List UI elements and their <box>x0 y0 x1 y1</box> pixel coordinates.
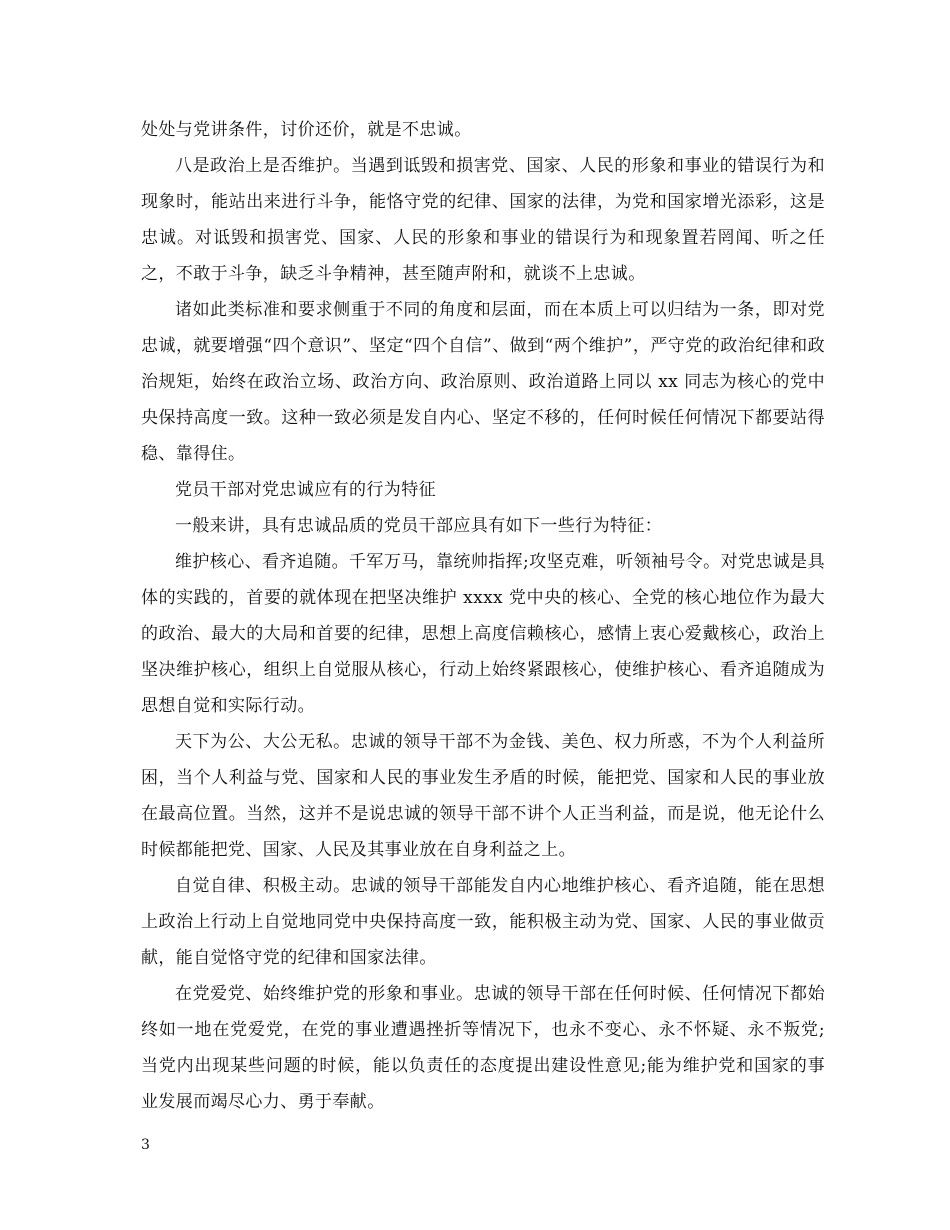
paragraph-continuation: 处处与党讲条件，讨价还价，就是不忠诚。 <box>141 120 472 140</box>
paragraph-trait-selfless: 天下为公、大公无私。忠诚的领导干部不为金钱、美色、权力所惑，不为个人利益所困，当个人利益与党、国家和人民的事业发生矛盾的时候，能把党、国家和人民的事业放在最高位置。当然，这并不是说忠诚的领导干部不讲个人正当利益，而是说，他无论什么时候都能把党、国家、人民及其事业放在自身利益之上。 <box>141 732 825 860</box>
section-heading: 党员干部对党忠诚应有的行为特征 <box>175 480 436 500</box>
paragraph-political-defense: 八是政治上是否维护。当遇到诋毁和损害党、国家、人民的形象和事业的错误行为和现象时，能站出来进行斗争，能恪守党的纪律、国家的法律，为党和国家增光添彩，这是忠诚。对诋毁和损害党、国家、人民的形象和事业的错误行为和现象置若罔闻、听之任之，不敢于斗争，缺乏斗争精神，甚至随声附和，就谈不上忠诚。 <box>141 156 825 284</box>
paragraph-trait-core: 维护核心、看齐追随。千军万马，靠统帅指挥;攻坚克难，听领袖号令。对党忠诚是具体的实践的，首要的就体现在把坚决维护 xxxx 党中央的核心、全党的核心地位作为最大的政治、最大的大局和首要的纪律，思想上高度信赖核心，感情上衷心爱戴核心，政治上坚决维护核心，组织上自觉服从核心，行动上始终紧跟核心，使维护核心、看齐追随成为思想自觉和实际行动。 <box>141 552 825 716</box>
page-number: 3 <box>141 1137 150 1153</box>
document-body <box>141 112 825 1120</box>
paragraph-intro: 一般来讲，具有忠诚品质的党员干部应具有如下一些行为特征： <box>175 516 663 536</box>
paragraph-trait-loyalty: 在党爱党、始终维护党的形象和事业。忠诚的领导干部在任何时候、任何情况下都始终如一地在党爱党，在党的事业遭遇挫折等情况下，也永不变心、永不怀疑、永不叛党;当党内出现某些问题的时候，能以负责任的态度提出建设性意见;能为维护党和国家的事业发展而竭尽心力、勇于奉献。 <box>141 984 825 1112</box>
paragraph-trait-discipline: 自觉自律、积极主动。忠诚的领导干部能发自内心地维护核心、看齐追随，能在思想上政治上行动上自觉地同党中央保持高度一致，能积极主动为党、国家、人民的事业做贡献，能自觉恪守党的纪律和国家法律。 <box>141 876 825 968</box>
paragraph-summary: 诸如此类标准和要求侧重于不同的角度和层面，而在本质上可以归结为一条，即对党忠诚，就要增强“四个意识”、坚定“四个自信”、做到“两个维护”，严守党的政治纪律和政治规矩，始终在政治立场、政治方向、政治原则、政治道路上同以 xx 同志为核心的党中央保持高度一致。这种一致必须是发自内心、坚定不移的，任何时候任何情况下都要站得稳、靠得住。 <box>141 300 825 464</box>
